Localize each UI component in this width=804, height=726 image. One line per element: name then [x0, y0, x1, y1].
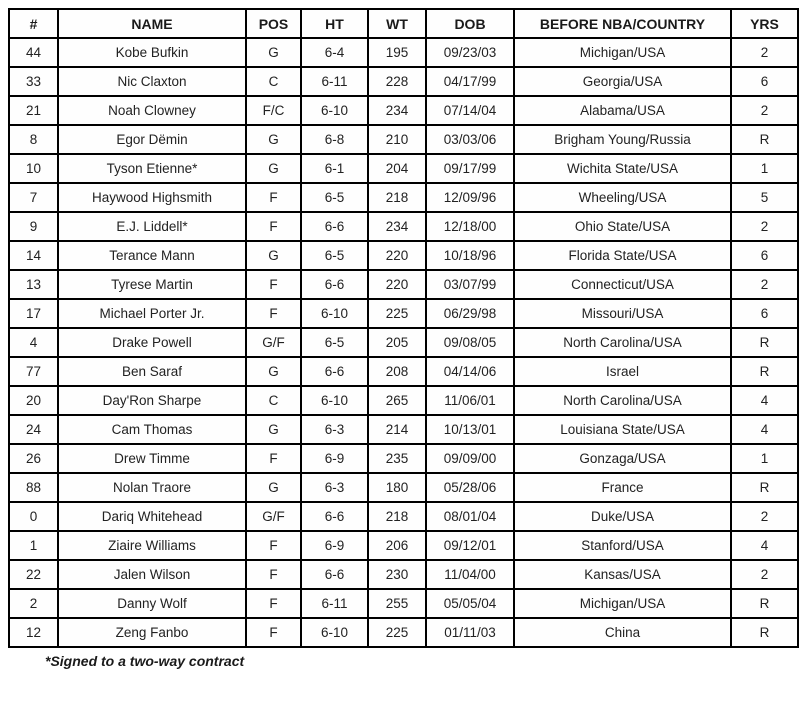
- table-row: [9, 502, 798, 531]
- cell-dob: 09/17/99: [426, 154, 514, 183]
- cell-pos: G: [246, 415, 301, 444]
- two-way-contract-footnote: *Signed to a two-way contract: [45, 653, 245, 669]
- cell-yrs: R: [731, 589, 798, 618]
- cell-before-nba-country: Ohio State/USA: [514, 212, 731, 241]
- cell-name: E.J. Liddell*: [58, 212, 246, 241]
- cell-before-nba-country: Georgia/USA: [514, 67, 731, 96]
- cell-name: Cam Thomas: [58, 415, 246, 444]
- cell-ht: 6-11: [301, 67, 368, 96]
- cell-pos: C: [246, 67, 301, 96]
- cell-dob: 11/06/01: [426, 386, 514, 415]
- cell-ht: 6-10: [301, 618, 368, 647]
- cell-yrs: 6: [731, 241, 798, 270]
- column-header-ht: HT: [301, 9, 368, 38]
- cell-wt: 208: [368, 357, 426, 386]
- cell-before-nba-country: Wichita State/USA: [514, 154, 731, 183]
- cell-number: 10: [9, 154, 58, 183]
- table-row: [9, 125, 798, 154]
- cell-before-nba-country: Kansas/USA: [514, 560, 731, 589]
- cell-number: 8: [9, 125, 58, 154]
- cell-name: Drew Timme: [58, 444, 246, 473]
- roster-table-header: [9, 9, 798, 38]
- cell-ht: 6-6: [301, 560, 368, 589]
- table-row: [9, 183, 798, 212]
- cell-dob: 01/11/03: [426, 618, 514, 647]
- cell-number: 88: [9, 473, 58, 502]
- cell-dob: 05/05/04: [426, 589, 514, 618]
- cell-before-nba-country: Israel: [514, 357, 731, 386]
- cell-before-nba-country: Brigham Young/Russia: [514, 125, 731, 154]
- cell-yrs: 4: [731, 415, 798, 444]
- cell-dob: 06/29/98: [426, 299, 514, 328]
- table-row: [9, 386, 798, 415]
- cell-name: Jalen Wilson: [58, 560, 246, 589]
- cell-name: Danny Wolf: [58, 589, 246, 618]
- cell-pos: F: [246, 270, 301, 299]
- column-header-pos: POS: [246, 9, 301, 38]
- cell-before-nba-country: North Carolina/USA: [514, 328, 731, 357]
- cell-before-nba-country: North Carolina/USA: [514, 386, 731, 415]
- cell-number: 24: [9, 415, 58, 444]
- cell-name: Egor Dëmin: [58, 125, 246, 154]
- cell-number: 17: [9, 299, 58, 328]
- cell-before-nba-country: China: [514, 618, 731, 647]
- cell-wt: 255: [368, 589, 426, 618]
- cell-before-nba-country: Alabama/USA: [514, 96, 731, 125]
- table-row: [9, 38, 798, 67]
- cell-name: Dariq Whitehead: [58, 502, 246, 531]
- cell-name: Ben Saraf: [58, 357, 246, 386]
- cell-pos: G: [246, 473, 301, 502]
- cell-wt: 234: [368, 96, 426, 125]
- cell-dob: 07/14/04: [426, 96, 514, 125]
- cell-wt: 235: [368, 444, 426, 473]
- cell-wt: 218: [368, 183, 426, 212]
- cell-wt: 205: [368, 328, 426, 357]
- cell-wt: 220: [368, 241, 426, 270]
- cell-wt: 204: [368, 154, 426, 183]
- cell-yrs: 2: [731, 502, 798, 531]
- cell-yrs: R: [731, 328, 798, 357]
- column-header-dob: DOB: [426, 9, 514, 38]
- table-row: [9, 444, 798, 473]
- cell-number: 4: [9, 328, 58, 357]
- cell-before-nba-country: Gonzaga/USA: [514, 444, 731, 473]
- column-header-name: NAME: [58, 9, 246, 38]
- cell-dob: 09/09/00: [426, 444, 514, 473]
- cell-yrs: 2: [731, 212, 798, 241]
- cell-yrs: 6: [731, 67, 798, 96]
- cell-before-nba-country: Louisiana State/USA: [514, 415, 731, 444]
- cell-ht: 6-9: [301, 531, 368, 560]
- cell-number: 44: [9, 38, 58, 67]
- cell-name: Tyrese Martin: [58, 270, 246, 299]
- table-row: [9, 154, 798, 183]
- cell-number: 7: [9, 183, 58, 212]
- table-row: [9, 531, 798, 560]
- cell-name: Michael Porter Jr.: [58, 299, 246, 328]
- header-row: [9, 9, 798, 38]
- cell-pos: G/F: [246, 502, 301, 531]
- cell-pos: F/C: [246, 96, 301, 125]
- cell-dob: 09/12/01: [426, 531, 514, 560]
- table-row: [9, 212, 798, 241]
- cell-name: Nolan Traore: [58, 473, 246, 502]
- cell-pos: F: [246, 531, 301, 560]
- cell-name: Haywood Highsmith: [58, 183, 246, 212]
- cell-ht: 6-6: [301, 270, 368, 299]
- cell-before-nba-country: Connecticut/USA: [514, 270, 731, 299]
- cell-yrs: 1: [731, 154, 798, 183]
- cell-name: Noah Clowney: [58, 96, 246, 125]
- cell-number: 20: [9, 386, 58, 415]
- table-row: [9, 299, 798, 328]
- table-row: [9, 415, 798, 444]
- cell-ht: 6-10: [301, 386, 368, 415]
- column-header-number: #: [9, 9, 58, 38]
- cell-number: 2: [9, 589, 58, 618]
- cell-number: 1: [9, 531, 58, 560]
- cell-dob: 08/01/04: [426, 502, 514, 531]
- cell-number: 22: [9, 560, 58, 589]
- cell-number: 9: [9, 212, 58, 241]
- roster-table-body: [9, 38, 798, 647]
- cell-yrs: 2: [731, 560, 798, 589]
- cell-dob: 03/07/99: [426, 270, 514, 299]
- cell-wt: 218: [368, 502, 426, 531]
- table-row: [9, 473, 798, 502]
- cell-yrs: R: [731, 125, 798, 154]
- cell-number: 26: [9, 444, 58, 473]
- cell-pos: F: [246, 560, 301, 589]
- cell-wt: 228: [368, 67, 426, 96]
- cell-before-nba-country: Michigan/USA: [514, 38, 731, 67]
- column-header-before-nba-country: BEFORE NBA/COUNTRY: [514, 9, 731, 38]
- cell-pos: G: [246, 357, 301, 386]
- cell-yrs: R: [731, 618, 798, 647]
- cell-ht: 6-6: [301, 357, 368, 386]
- cell-name: Kobe Bufkin: [58, 38, 246, 67]
- table-row: [9, 357, 798, 386]
- cell-pos: F: [246, 589, 301, 618]
- cell-number: 33: [9, 67, 58, 96]
- cell-number: 12: [9, 618, 58, 647]
- cell-dob: 04/14/06: [426, 357, 514, 386]
- cell-number: 0: [9, 502, 58, 531]
- cell-name: Day'Ron Sharpe: [58, 386, 246, 415]
- cell-wt: 265: [368, 386, 426, 415]
- cell-name: Drake Powell: [58, 328, 246, 357]
- cell-pos: F: [246, 618, 301, 647]
- cell-yrs: 2: [731, 270, 798, 299]
- cell-number: 13: [9, 270, 58, 299]
- table-row: [9, 67, 798, 96]
- cell-ht: 6-3: [301, 415, 368, 444]
- cell-wt: 220: [368, 270, 426, 299]
- cell-dob: 12/18/00: [426, 212, 514, 241]
- cell-before-nba-country: France: [514, 473, 731, 502]
- cell-number: 77: [9, 357, 58, 386]
- cell-yrs: 4: [731, 386, 798, 415]
- cell-wt: 214: [368, 415, 426, 444]
- cell-ht: 6-9: [301, 444, 368, 473]
- roster-table: [8, 8, 799, 648]
- cell-ht: 6-10: [301, 299, 368, 328]
- table-row: [9, 618, 798, 647]
- cell-name: Zeng Fanbo: [58, 618, 246, 647]
- cell-ht: 6-5: [301, 241, 368, 270]
- cell-wt: 225: [368, 299, 426, 328]
- cell-yrs: 4: [731, 531, 798, 560]
- cell-before-nba-country: Wheeling/USA: [514, 183, 731, 212]
- cell-before-nba-country: Stanford/USA: [514, 531, 731, 560]
- cell-dob: 11/04/00: [426, 560, 514, 589]
- cell-ht: 6-6: [301, 502, 368, 531]
- cell-wt: 195: [368, 38, 426, 67]
- cell-dob: 12/09/96: [426, 183, 514, 212]
- column-header-yrs: YRS: [731, 9, 798, 38]
- cell-ht: 6-1: [301, 154, 368, 183]
- cell-pos: G: [246, 38, 301, 67]
- cell-name: Tyson Etienne*: [58, 154, 246, 183]
- cell-yrs: 6: [731, 299, 798, 328]
- cell-before-nba-country: Florida State/USA: [514, 241, 731, 270]
- column-header-wt: WT: [368, 9, 426, 38]
- cell-yrs: 5: [731, 183, 798, 212]
- cell-wt: 206: [368, 531, 426, 560]
- cell-dob: 03/03/06: [426, 125, 514, 154]
- table-row: [9, 560, 798, 589]
- cell-dob: 04/17/99: [426, 67, 514, 96]
- cell-pos: F: [246, 183, 301, 212]
- cell-number: 14: [9, 241, 58, 270]
- table-row: [9, 270, 798, 299]
- cell-pos: F: [246, 444, 301, 473]
- table-row: [9, 96, 798, 125]
- cell-pos: G: [246, 125, 301, 154]
- cell-wt: 234: [368, 212, 426, 241]
- cell-ht: 6-5: [301, 183, 368, 212]
- cell-yrs: R: [731, 357, 798, 386]
- cell-wt: 230: [368, 560, 426, 589]
- cell-dob: 10/13/01: [426, 415, 514, 444]
- cell-before-nba-country: Duke/USA: [514, 502, 731, 531]
- table-row: [9, 241, 798, 270]
- cell-dob: 05/28/06: [426, 473, 514, 502]
- cell-name: Ziaire Williams: [58, 531, 246, 560]
- table-row: [9, 328, 798, 357]
- cell-pos: G: [246, 154, 301, 183]
- cell-ht: 6-4: [301, 38, 368, 67]
- cell-pos: G: [246, 241, 301, 270]
- cell-wt: 225: [368, 618, 426, 647]
- cell-pos: G/F: [246, 328, 301, 357]
- cell-before-nba-country: Missouri/USA: [514, 299, 731, 328]
- cell-ht: 6-10: [301, 96, 368, 125]
- cell-name: Terance Mann: [58, 241, 246, 270]
- cell-dob: 09/23/03: [426, 38, 514, 67]
- cell-wt: 210: [368, 125, 426, 154]
- cell-ht: 6-6: [301, 212, 368, 241]
- cell-ht: 6-5: [301, 328, 368, 357]
- cell-yrs: 2: [731, 96, 798, 125]
- table-row: [9, 589, 798, 618]
- cell-yrs: R: [731, 473, 798, 502]
- cell-pos: F: [246, 212, 301, 241]
- cell-dob: 09/08/05: [426, 328, 514, 357]
- cell-ht: 6-11: [301, 589, 368, 618]
- cell-ht: 6-3: [301, 473, 368, 502]
- cell-before-nba-country: Michigan/USA: [514, 589, 731, 618]
- cell-number: 21: [9, 96, 58, 125]
- cell-pos: C: [246, 386, 301, 415]
- cell-name: Nic Claxton: [58, 67, 246, 96]
- cell-yrs: 1: [731, 444, 798, 473]
- cell-yrs: 2: [731, 38, 798, 67]
- cell-pos: F: [246, 299, 301, 328]
- cell-wt: 180: [368, 473, 426, 502]
- cell-dob: 10/18/96: [426, 241, 514, 270]
- cell-ht: 6-8: [301, 125, 368, 154]
